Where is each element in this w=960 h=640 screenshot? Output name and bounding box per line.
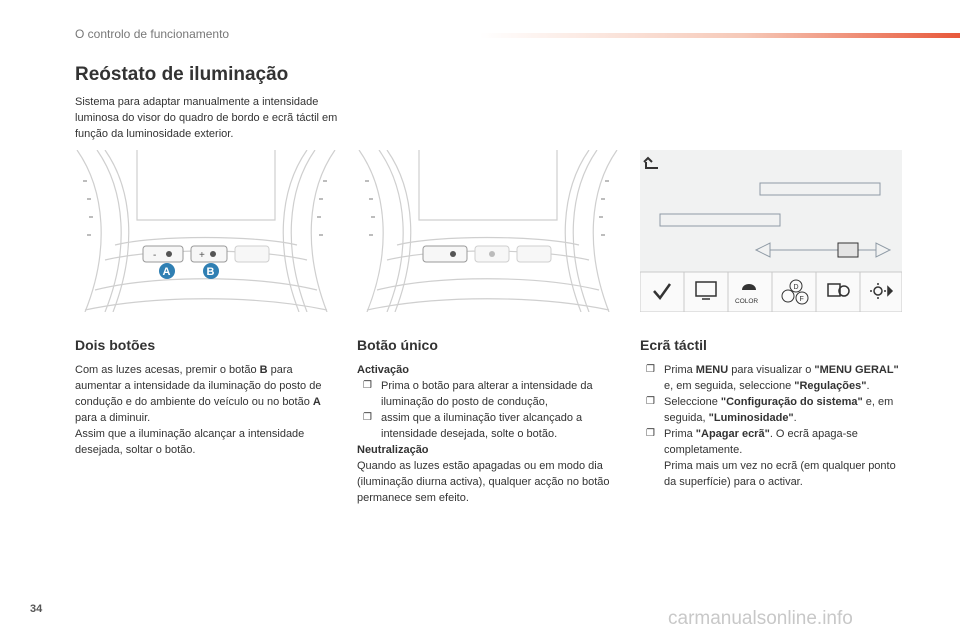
illustration-single-button [357, 150, 619, 312]
button-a-ref: A [312, 396, 321, 408]
section-heading-botao-unico: Botão único [357, 337, 438, 353]
screen-field-top [760, 183, 880, 195]
illustration-two-buttons [75, 150, 337, 312]
back-arrow-icon [644, 158, 658, 168]
neutralizacao-paragraph: Quando as luzes estão apagadas ou em modo dia (iluminação diurna activa), qualquer acção no botão permanece sem efeito. [357, 460, 610, 504]
page-title: Reóstato de iluminação [75, 64, 289, 85]
bullet-marker-icon: ❐ [646, 428, 655, 439]
dois-paragraph-2: Assim que a iluminação alcançar a intensidade desejada, soltar o botão. [75, 428, 305, 456]
screen-field-mid [660, 214, 780, 226]
bullet-item: ❐ Seleccione "Configuração do sistema" e, em seguida, "Luminosidade". [646, 396, 894, 424]
header-accent-bar [480, 33, 960, 38]
intro-paragraph: Sistema para adaptar manualmente a intensidade luminosa do visor do quadro de bordo e ecrã táctil em função da luminosidade exterior. [75, 96, 338, 140]
section-heading-ecra-tactil: Ecrã táctil [640, 337, 707, 353]
subheading-neutralizacao: Neutralização [357, 444, 429, 456]
bullet-marker-icon: ❐ [646, 364, 655, 375]
slider-right-arrow-icon [876, 243, 890, 257]
bullet-marker-icon: ❐ [363, 412, 372, 423]
section-body-dois-botoes [75, 362, 337, 458]
marker-b-label: B [206, 266, 215, 278]
plus-label: + [199, 250, 205, 261]
section-heading-dois-botoes: Dois botões [75, 337, 156, 353]
slider-thumb [838, 243, 858, 257]
marker-a-label: A [162, 266, 171, 278]
section-body-ecra-tactil [640, 362, 902, 490]
bullet-item: ❐ assim que a iluminação tiver alcançado a intensidade desejada, solte o botão. [363, 412, 583, 440]
section-body-botao-unico [357, 362, 619, 506]
bullet-item: ❐ Prima MENU para visualizar o "MENU GERAL" e, em seguida, seleccione "Regulações". [646, 364, 899, 392]
color-label: COLOR [735, 298, 759, 305]
bullet-continuation: Prima mais um vez no ecrã (em qualquer ponto da superfície) para o activar. [664, 460, 896, 488]
watermark: carmanualsonline.info [668, 608, 853, 629]
language-d-label: D [793, 284, 799, 291]
header-section-title: O controlo de funcionamento [75, 27, 230, 41]
subheading-activacao: Activação [357, 364, 409, 376]
dashboard-single-button-drawing [357, 150, 619, 312]
bullet-item: ❐ Prima "Apagar ecrã". O ecrã apaga-se completamente. [646, 428, 858, 456]
bullet-item: ❐ Prima o botão para alterar a intensidade da iluminação do posto de condução, [363, 380, 593, 408]
touch-screen-drawing [640, 150, 902, 312]
dois-paragraph-1: Com as luzes acesas, premir o botão B para aumentar a intensidade da iluminação do posto de condução e do ambiente do veículo ou no botão A para a diminuir. [75, 364, 322, 424]
language-f-label: F [799, 296, 804, 303]
bullet-marker-icon: ❐ [363, 380, 372, 391]
bullet-marker-icon: ❐ [646, 396, 655, 407]
button-b-ref: B [259, 364, 268, 376]
dashboard-two-buttons-drawing [75, 150, 337, 312]
illustration-touch-screen [640, 150, 902, 312]
page-number: 34 [30, 603, 43, 615]
minus-label: - [153, 250, 157, 261]
slider-left-arrow-icon [756, 243, 770, 257]
